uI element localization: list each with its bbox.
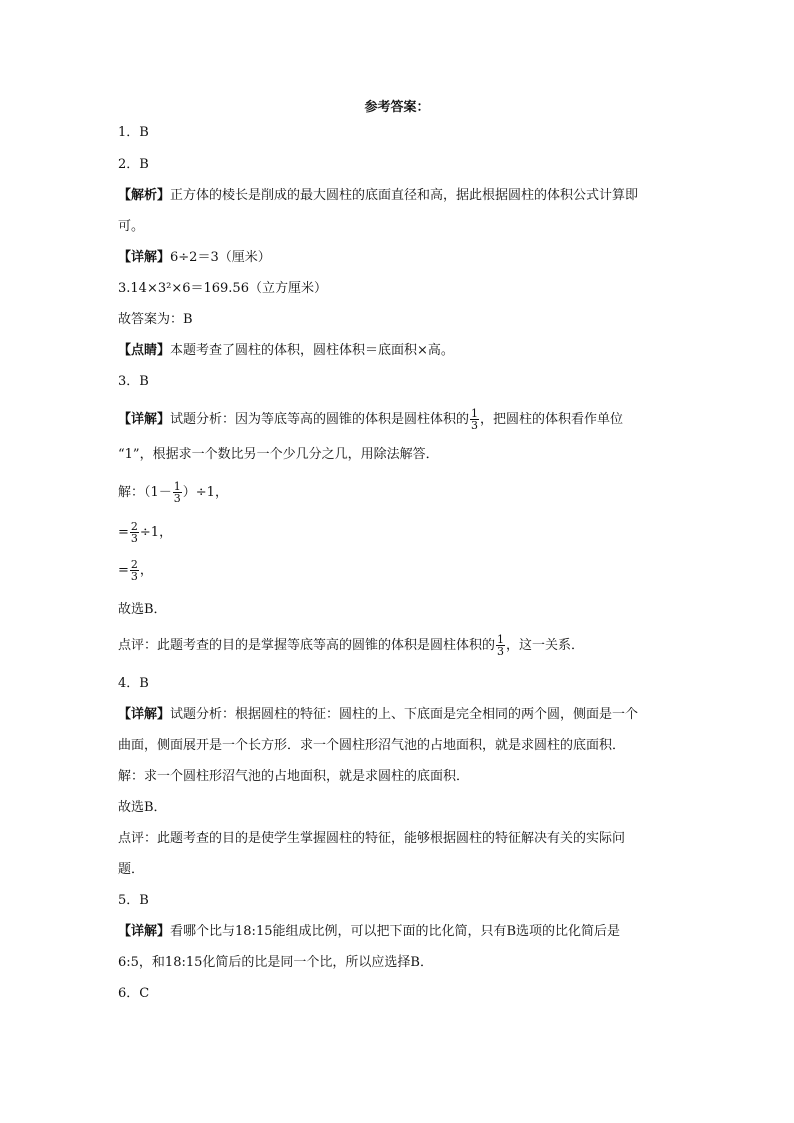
comment-text: 本题考查了圆柱的体积，圆柱体积＝底面积×高。 <box>170 343 454 358</box>
answer-4-solution: 解：求一个圆柱形沼气池的占地面积，就是求圆柱的底面积． <box>118 769 470 784</box>
answer-3-result: 故选B． <box>118 602 167 617</box>
answer-4-detail <box>118 706 638 724</box>
detail-tag: 【详解】 <box>118 707 171 722</box>
answer-2-analysis-cont: 可。 <box>118 219 145 234</box>
answer-5-detail <box>118 923 620 941</box>
answer-2: 2．B <box>118 157 149 172</box>
fraction-two-thirds: $\frac{2}{3}$ <box>130 558 138 583</box>
detail-text: 试题分析：因为等底等高的圆锥的体积是圆柱体积的 <box>170 412 470 427</box>
analysis-tag: 【解析】 <box>118 188 171 203</box>
fraction-one-third: $\frac{1}{3}$ <box>173 480 181 505</box>
answer-5: 5．B <box>118 893 149 908</box>
answer-4-result: 故选B． <box>118 800 167 815</box>
answer-5-detail-cont: 6:5，和18:15化简后的比是同一个比，所以应选择B． <box>118 955 433 970</box>
detail-text: 试题分析：根据圆柱的特征：圆柱的上、下底面是完全相同的两个圆，侧面是一个 <box>170 707 639 722</box>
fraction-two-thirds: $\frac{2}{3}$ <box>130 520 138 545</box>
answer-4-detail-cont: 曲面，侧面展开是一个长方形．求一个圆柱形沼气池的占地面积，就是求圆柱的底面积． <box>118 738 626 753</box>
detail-tag: 【详解】 <box>118 250 171 265</box>
detail-text: 6÷2＝3（厘米） <box>170 250 271 265</box>
answer-2-calc: 3.14×3²×6＝169.56（立方厘米） <box>118 281 327 296</box>
answer-2-result: 故答案为：B <box>118 312 193 327</box>
answer-4-comment: 点评：此题考查的目的是使学生掌握圆柱的特征，能够根据圆柱的特征解决有关的实际问 <box>118 831 626 846</box>
fraction-one-third: $\frac{1}{3}$ <box>497 633 505 658</box>
answer-3-step-2: = $\frac{2}{3}$ ， <box>118 558 153 583</box>
fraction-one-third: $\frac{1}{3}$ <box>471 407 479 432</box>
answer-1: 1．B <box>118 125 149 140</box>
detail-tag: 【详解】 <box>118 412 171 427</box>
answer-3-comment: 点评：此题考查的目的是掌握等底等高的圆锥的体积是圆柱体积的 $\frac{1}{3}$ ，这一关系． <box>118 633 585 658</box>
comment-tag: 【点睛】 <box>118 343 171 358</box>
answer-2-analysis <box>118 187 638 205</box>
detail-tag: 【详解】 <box>118 924 171 939</box>
detail-text: 看哪个比与18:15能组成比例，可以把下面的比化简，只有B选项的比化简后是 <box>170 924 621 939</box>
answer-2-comment <box>118 342 454 360</box>
answer-3-detail-cont: “1”，根据求一个数比另一个少几分之几，用除法解答． <box>118 447 439 462</box>
answer-3-step-1: = $\frac{2}{3}$ ÷1， <box>118 520 173 545</box>
answer-4-comment-cont: 题． <box>118 862 145 877</box>
answer-3-solution: 解：（1－ $\frac{1}{3}$ ）÷1， <box>118 480 228 505</box>
answer-3: 3．B <box>118 374 149 389</box>
answer-2-detail <box>118 249 271 267</box>
page-title: 参考答案： <box>364 100 430 115</box>
analysis-text: 正方体的棱长是削成的最大圆柱的底面直径和高，据此根据圆柱的体积公式计算即 <box>170 188 639 203</box>
answer-3-detail <box>118 407 623 433</box>
answer-4: 4．B <box>118 676 149 691</box>
answer-6: 6．C <box>118 986 150 1001</box>
detail-text-cont: ，把圆柱的体积看作单位 <box>480 412 624 427</box>
